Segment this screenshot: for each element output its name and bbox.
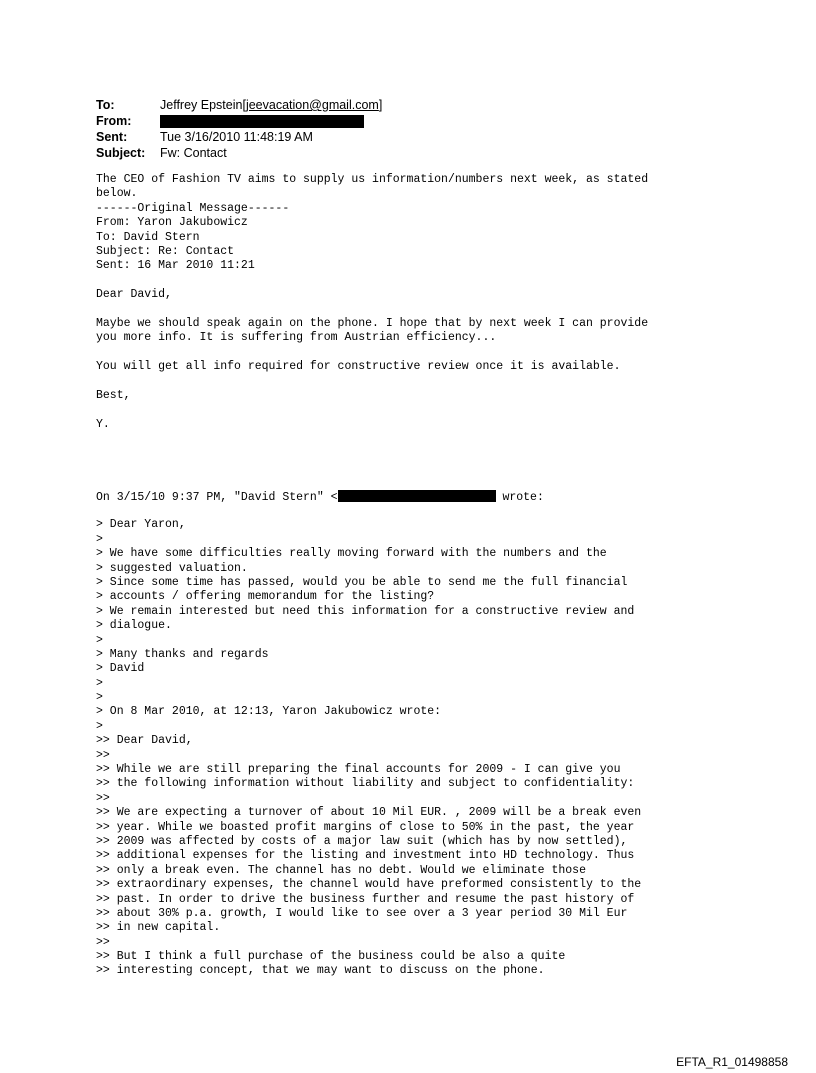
- from-label: From:: [96, 114, 132, 128]
- double-quoted-line: >> But I think a full purchase of the business could be also a quite: [96, 950, 566, 964]
- blank-line: [96, 504, 796, 518]
- quoted-line: > dialogue.: [96, 619, 172, 633]
- double-quoted-line: >> in new capital.: [96, 921, 221, 935]
- body-line: You will get all info required for constructive review once it is available.: [96, 360, 621, 374]
- blank-line: [96, 461, 796, 475]
- reply-intro-end: wrote:: [495, 490, 544, 504]
- to-email-link[interactable]: jeevacation@gmail.com: [245, 98, 379, 112]
- quoted-line: >: [96, 532, 103, 546]
- quoted-line: > We remain interested but need this information for a constructive review and: [96, 604, 635, 618]
- double-quoted-line: >>: [96, 748, 110, 762]
- orig-to-line: To: David Stern: [96, 230, 200, 244]
- sent-row: [96, 129, 382, 145]
- to-label: To:: [96, 98, 115, 112]
- double-quoted-line: >> While we are still preparing the final accounts for 2009 - I can give you: [96, 763, 621, 777]
- blank-line: [96, 274, 796, 288]
- double-quoted-line: >> past. In order to drive the business further and resume the past history of: [96, 892, 635, 906]
- email-redaction: [338, 490, 496, 502]
- blank-line: [96, 303, 796, 317]
- double-quoted-line: >>: [96, 935, 110, 949]
- quoted-line: >: [96, 691, 103, 705]
- double-quoted-line: >> extraordinary expenses, the channel would have preformed consistently to the: [96, 878, 642, 892]
- orig-from-line: From: Yaron Jakubowicz: [96, 216, 248, 230]
- blank-line: [96, 446, 796, 460]
- reply-intro-line: [96, 490, 796, 504]
- quoted-line: > Dear Yaron,: [96, 518, 186, 532]
- to-name: Jeffrey Epstein[: [160, 98, 246, 112]
- blank-line: [96, 374, 796, 388]
- double-quoted-line: >> about 30% p.a. growth, I would like to see over a 3 year period 30 Mil Eur: [96, 906, 628, 920]
- from-redaction: [160, 115, 364, 128]
- blank-line: [96, 403, 796, 417]
- quoted-line: > David: [96, 662, 145, 676]
- to-row: [96, 97, 382, 113]
- subject-row: [96, 145, 382, 161]
- sent-label: Sent:: [96, 130, 128, 144]
- double-quoted-line: >> 2009 was affected by costs of a major law suit (which has by now settled),: [96, 834, 628, 848]
- original-message-divider: ------Original Message------: [96, 201, 290, 215]
- quoted-line: > suggested valuation.: [96, 561, 248, 575]
- from-row: [96, 113, 382, 129]
- blank-line: [96, 432, 796, 446]
- body-line: Maybe we should speak again on the phone. I hope that by next week I can provide: [96, 316, 649, 330]
- quoted-line: > Many thanks and regards: [96, 647, 269, 661]
- sent-value: Tue 3/16/2010 11:48:19 AM: [160, 130, 313, 144]
- quoted-line: > On 8 Mar 2010, at 12:13, Yaron Jakubowicz wrote:: [96, 705, 442, 719]
- orig-sent-line: Sent: 16 Mar 2010 11:21: [96, 259, 255, 273]
- quoted-line: > accounts / offering memorandum for the listing?: [96, 590, 435, 604]
- body-line: you more info. It is suffering from Austrian efficiency...: [96, 331, 497, 345]
- body-line: The CEO of Fashion TV aims to supply us information/numbers next week, as stated: [96, 173, 649, 186]
- double-quoted-line: >> interesting concept, that we may want to discuss on the phone.: [96, 964, 545, 978]
- bates-number: EFTA_R1_01498858: [676, 1055, 788, 1069]
- double-quoted-line: >> only a break even. The channel has no debt. Would we eliminate those: [96, 863, 586, 877]
- blank-line: [96, 346, 796, 360]
- quoted-line: >: [96, 633, 103, 647]
- quoted-line: > Since some time has passed, would you be able to send me the full financial: [96, 575, 628, 589]
- email-header: [96, 97, 382, 161]
- orig-subject-line: Subject: Re: Contact: [96, 244, 235, 258]
- quoted-line: > We have some difficulties really moving forward with the numbers and the: [96, 547, 607, 561]
- double-quoted-line: >> additional expenses for the listing and investment into HD technology. Thus: [96, 849, 635, 863]
- quoted-line: >: [96, 676, 103, 690]
- double-quoted-line: >> Dear David,: [96, 734, 193, 748]
- to-value: [160, 97, 382, 113]
- double-quoted-line: >> We are expecting a turnover of about 10 Mil EUR. , 2009 will be a break even: [96, 806, 642, 820]
- double-quoted-line: >>: [96, 791, 110, 805]
- quoted-line: >: [96, 719, 103, 733]
- greeting-line: Dear David,: [96, 288, 172, 302]
- to-end: ]: [378, 98, 383, 112]
- double-quoted-line: >> the following information without liability and subject to confidentiality:: [96, 777, 635, 791]
- signature-line: Y.: [96, 417, 110, 431]
- double-quoted-line: >> year. While we boasted profit margins of close to 50% in the past, the year: [96, 820, 635, 834]
- subject-value: Fw: Contact: [160, 146, 227, 160]
- signoff-line: Best,: [96, 388, 131, 402]
- email-body: [96, 173, 796, 979]
- reply-intro-start: On 3/15/10 9:37 PM, "David Stern" <: [96, 490, 338, 504]
- subject-label: Subject:: [96, 146, 146, 160]
- blank-line: [96, 475, 796, 489]
- body-line: below.: [96, 187, 138, 201]
